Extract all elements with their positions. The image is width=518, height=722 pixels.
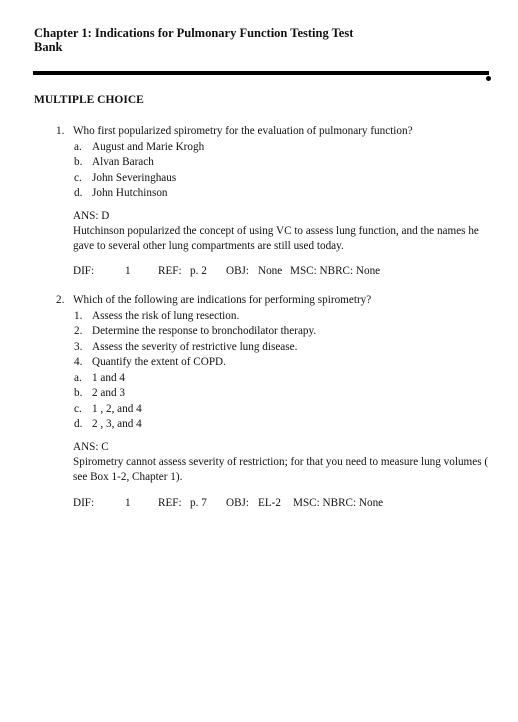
dif-label: DIF: bbox=[73, 497, 95, 509]
statement-2 bbox=[0, 324, 518, 339]
option-c bbox=[0, 402, 518, 417]
option-letter: c. bbox=[74, 172, 82, 184]
statement-1 bbox=[0, 309, 518, 324]
option-text: 2 and 3 bbox=[92, 387, 125, 399]
question-text: Who first popularized spirometry for the evaluation of pulmonary function? bbox=[73, 125, 413, 137]
option-text: 2 , 3, and 4 bbox=[92, 418, 142, 430]
option-a bbox=[0, 371, 518, 386]
option-d bbox=[0, 417, 518, 432]
statement-text: Assess the severity of restrictive lung disease. bbox=[92, 341, 298, 353]
answer-2: ANS: C bbox=[73, 441, 109, 453]
answer-1: ANS: D bbox=[73, 210, 110, 222]
question-text: Which of the following are indications for performing spirometry? bbox=[73, 294, 372, 306]
title-line-2: Bank bbox=[34, 40, 63, 54]
statement-text: Quantify the extent of COPD. bbox=[92, 356, 226, 368]
obj-value: EL-2 bbox=[258, 497, 281, 509]
question-number: 1. bbox=[56, 125, 65, 137]
title-line-1: Chapter 1: Indications for Pulmonary Function Testing Test bbox=[34, 26, 354, 40]
ref-label: REF: bbox=[158, 497, 182, 509]
rationale-2-line-1: Spirometry cannot assess severity of restriction; for that you need to measure lung volumes ( bbox=[73, 456, 489, 468]
option-text: John Hutchinson bbox=[92, 187, 168, 199]
option-text: Alvan Barach bbox=[92, 156, 154, 168]
option-letter: a. bbox=[74, 372, 82, 384]
statement-number: 3. bbox=[74, 341, 83, 353]
dif-value: 1 bbox=[125, 497, 131, 509]
option-b bbox=[0, 386, 518, 401]
title-divider bbox=[33, 71, 489, 75]
rationale-2-line-2: see Box 1-2, Chapter 1). bbox=[73, 471, 183, 483]
statement-text: Assess the risk of lung resection. bbox=[92, 310, 240, 322]
statement-number: 1. bbox=[74, 310, 83, 322]
option-b bbox=[0, 155, 518, 170]
dif-label: DIF: bbox=[73, 265, 95, 277]
ref-value: p. 2 bbox=[190, 265, 207, 277]
option-letter: d. bbox=[74, 418, 83, 430]
option-letter: d. bbox=[74, 187, 83, 199]
option-letter: c. bbox=[74, 403, 82, 415]
question-number: 2. bbox=[56, 294, 65, 306]
option-text: 1 , 2, and 4 bbox=[92, 403, 142, 415]
ref-value: p. 7 bbox=[190, 497, 207, 509]
statement-number: 4. bbox=[74, 356, 83, 368]
option-d bbox=[0, 186, 518, 201]
option-text: August and Marie Krogh bbox=[92, 141, 205, 153]
msc-value: MSC: NBRC: None bbox=[293, 497, 384, 509]
rationale-1: Hutchinson popularized the concept of using VC to assess lung function, and the names he gave to several other lung compartments are still used today. bbox=[73, 225, 479, 252]
obj-label: OBJ: bbox=[226, 497, 250, 509]
section-heading: MULTIPLE CHOICE bbox=[34, 94, 144, 106]
question-2 bbox=[0, 293, 518, 308]
option-text: 1 and 4 bbox=[92, 372, 125, 384]
statement-4 bbox=[0, 355, 518, 370]
question-1 bbox=[0, 124, 518, 139]
document-title bbox=[34, 26, 454, 54]
ref-label: REF: bbox=[158, 265, 182, 277]
option-letter: a. bbox=[74, 141, 82, 153]
option-letter: b. bbox=[74, 387, 83, 399]
statement-3 bbox=[0, 340, 518, 355]
dif-value: 1 bbox=[125, 265, 131, 277]
option-a bbox=[0, 140, 518, 155]
option-letter: b. bbox=[74, 156, 83, 168]
obj-label: OBJ: bbox=[226, 265, 250, 277]
option-text: John Severinghaus bbox=[92, 172, 177, 184]
statement-text: Determine the response to bronchodilator therapy. bbox=[92, 325, 317, 337]
divider-end-dot bbox=[486, 76, 491, 81]
statement-number: 2. bbox=[74, 325, 83, 337]
obj-value: None bbox=[258, 265, 283, 277]
msc-value: MSC: NBRC: None bbox=[290, 265, 381, 277]
option-c bbox=[0, 171, 518, 186]
